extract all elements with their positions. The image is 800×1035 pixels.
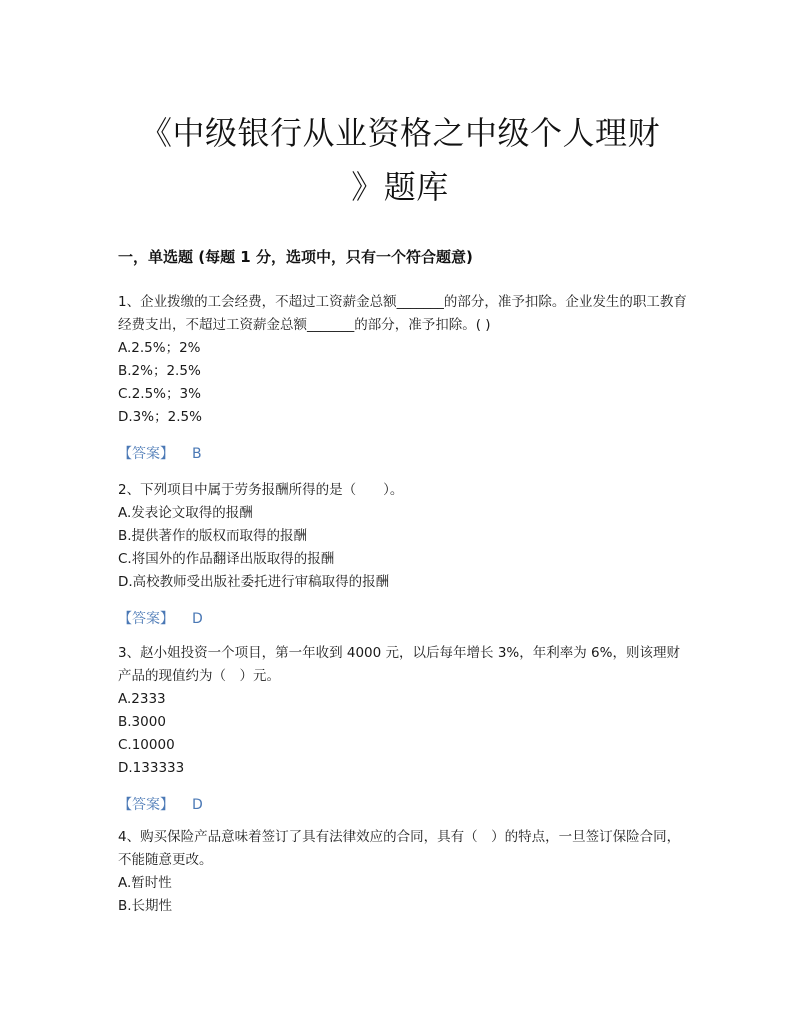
question-1: [118, 291, 688, 465]
question-stem: 1、企业拨缴的工会经费，不超过工资薪金总额_______的部分，准予扣除。企业发生的职工教育经费支出，不超过工资薪金总额_______的部分，准予扣除。( ): [118, 294, 687, 333]
option-a: A.2333: [118, 691, 166, 707]
option-c: C.将国外的作品翻译出版取得的报酬: [118, 551, 335, 567]
answer-value: B: [192, 446, 202, 462]
document-title-line-2: 》题库: [351, 168, 449, 206]
question-4: [118, 826, 688, 918]
option-b: B.长期性: [118, 898, 173, 914]
option-d: D.133333: [118, 760, 185, 776]
answer-label: 【答案】: [118, 446, 174, 462]
answer-row: [118, 794, 688, 816]
question-2: [118, 479, 688, 630]
option-a: A.暂时性: [118, 875, 172, 891]
answer-row: [118, 608, 688, 630]
question-3: [118, 642, 688, 816]
document-title-line-1: 《中级银行从业资格之中级个人理财: [139, 114, 660, 152]
option-c: C.2.5%；3%: [118, 386, 201, 402]
answer-value: D: [192, 797, 203, 813]
option-d: D.3%；2.5%: [118, 409, 202, 425]
option-a: A.2.5%；2%: [118, 340, 201, 356]
answer-label: 【答案】: [118, 611, 174, 627]
option-b: B.提供著作的版权而取得的报酬: [118, 528, 308, 544]
answer-value: D: [192, 611, 203, 627]
question-stem: 4、购买保险产品意味着签订了具有法律效应的合同，具有（ ）的特点，一旦签订保险合同，不能随意更改。: [118, 829, 681, 868]
option-b: B.2%；2.5%: [118, 363, 201, 379]
answer-label: 【答案】: [118, 797, 174, 813]
question-stem: 3、赵小姐投资一个项目，第一年收到 4000 元，以后每年增长 3%，年利率为 6%，则该理财产品的现值约为（ ）元。: [118, 645, 680, 684]
option-c: C.10000: [118, 737, 175, 753]
document-title: [100, 106, 700, 214]
option-b: B.3000: [118, 714, 166, 730]
option-d: D.高校教师受出版社委托进行审稿取得的报酬: [118, 574, 390, 590]
section-heading: 一，单选题 (每题 1 分，选项中，只有一个符合题意): [118, 248, 473, 266]
option-a: A.发表论文取得的报酬: [118, 505, 253, 521]
question-stem: 2、下列项目中属于劳务报酬所得的是（ ）。: [118, 482, 404, 498]
answer-row: [118, 443, 688, 465]
